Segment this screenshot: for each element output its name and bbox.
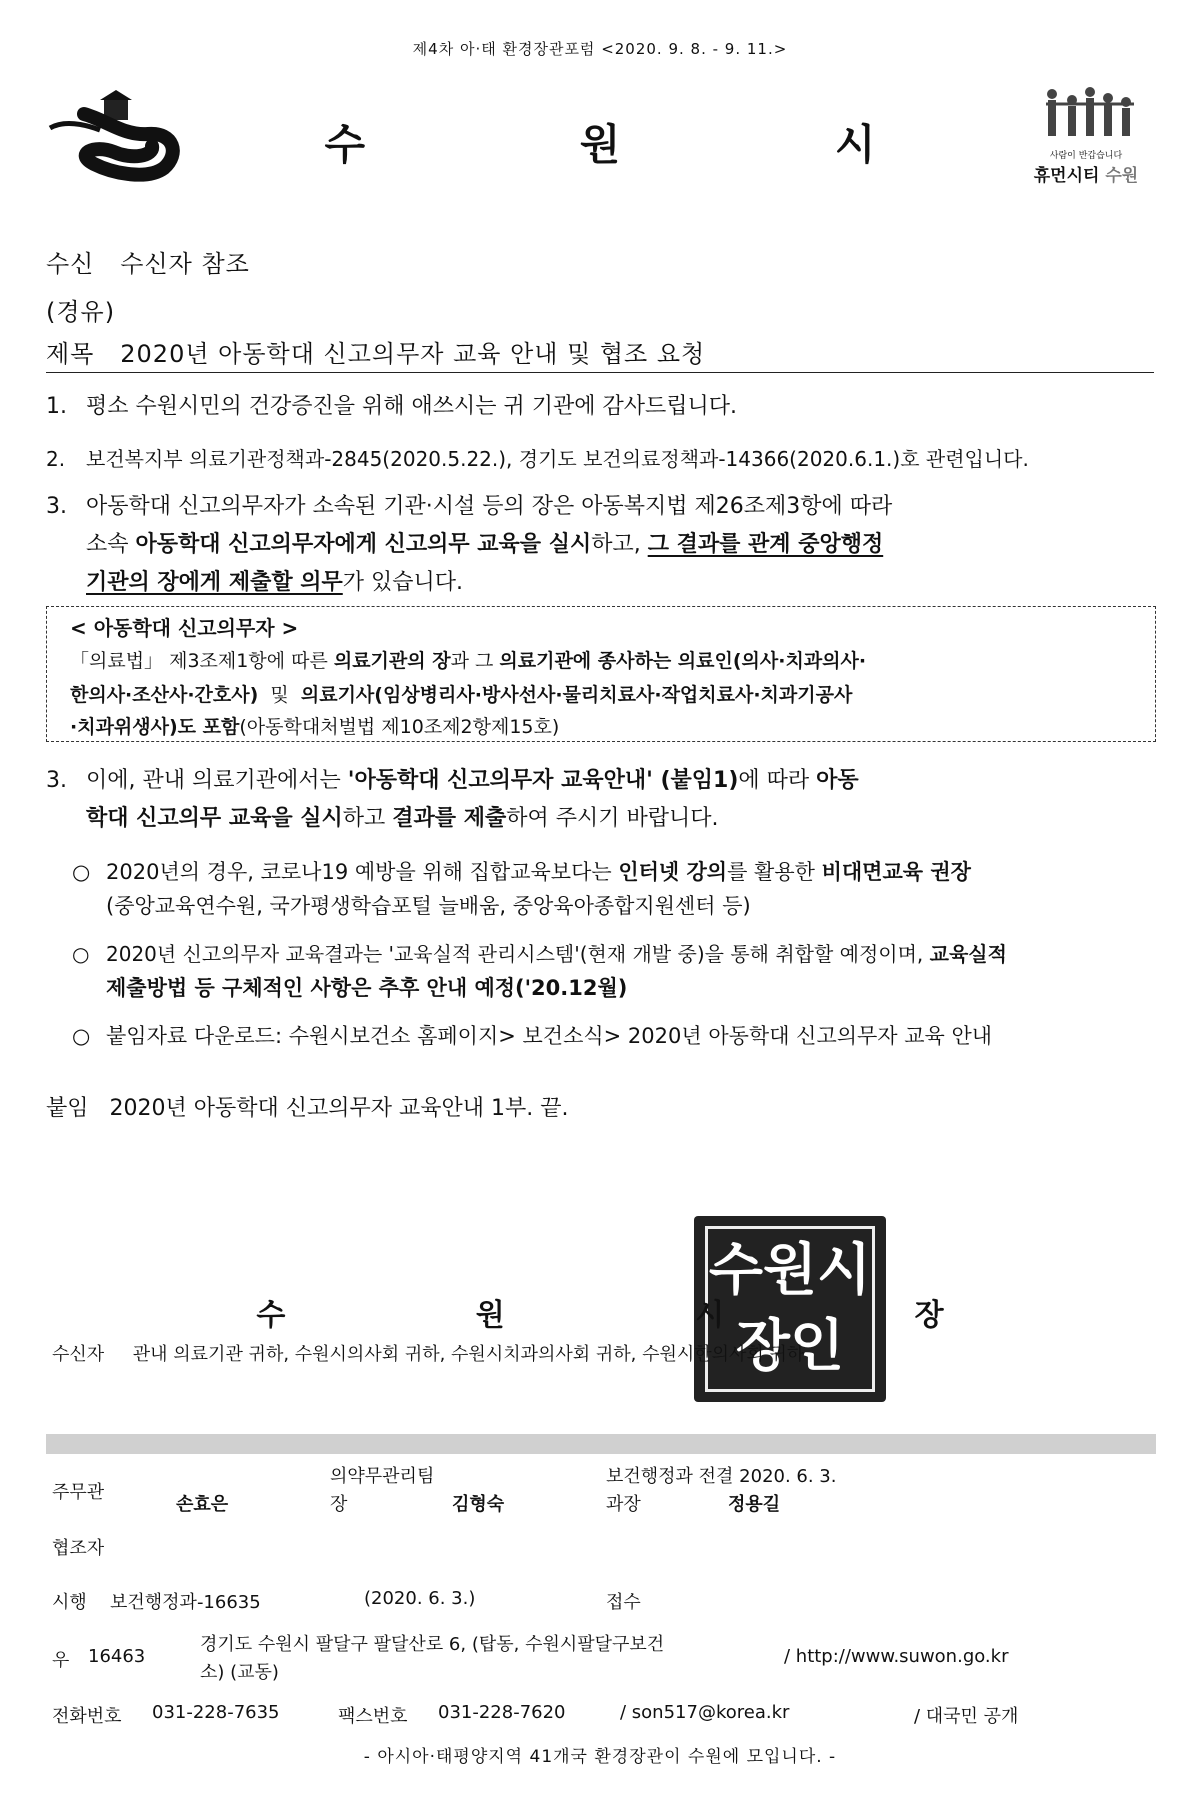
bullet-3 [72,1020,992,1050]
box-line-3 [70,712,559,739]
zip-code: 16463 [88,1646,146,1667]
underlined-text: 그 결과를 관계 중앙행정 [647,532,884,557]
recipient-label: 수신 [46,250,95,278]
emphasis-text: 한의사·조산사·간호사) [70,684,259,706]
team-label-line-2: 장 [330,1494,348,1515]
team-label-line-1: 의약무관리팀 [330,1466,435,1487]
circle-bullet-icon: ○ [72,1024,91,1048]
circle-bullet-icon: ○ [72,860,91,884]
attachment-text: 2020년 아동학대 신고의무자 교육안내 1부. 끝. [109,1096,569,1121]
emphasis-text: 아동 [816,768,859,793]
receipt-label: 접수 [606,1592,641,1613]
text-run: 「의료법」 제3조제1항에 따른 [70,650,328,672]
text-run: 하고, [591,532,641,557]
logo-slogan: 사람이 반갑습니다 [1049,151,1123,161]
text-run: (아동학대처벌법 제10조제2항제15호) [239,716,560,738]
emphasis-text: 인터넷 강의 [618,860,728,884]
bullet-2-line-2: 제출방법 등 구체적인 사항은 추후 안내 예정('20.12월) [106,976,628,1000]
text-run: 에 따라 [738,768,810,793]
download-info-text: 붙임자료 다운로드: 수원시보건소 홈페이지> 보건소식> 2020년 아동학대 신고의무자 교육 안내 [106,1024,993,1048]
dept-approval-line: 보건행정과 전결 2020. 6. 3. [606,1466,837,1487]
text-run: 하고 [342,806,386,831]
disclosure-status: / 대국민 공개 [914,1706,1019,1727]
circle-bullet-icon: ○ [72,942,90,966]
dept-head-name: 정용길 [728,1494,781,1515]
paragraph-text: 평소 수원시민의 건강증진을 위해 애쓰시는 귀 기관에 감사드립니다. [86,394,738,419]
attachment-label: 붙임 [46,1096,89,1121]
signatory-title: 수 원 시 장 [256,1298,1034,1333]
fax-label: 팩스번호 [338,1706,408,1727]
via-line: (경유) [46,298,116,326]
recipients-line [52,1340,804,1366]
phone-label: 전화번호 [52,1706,122,1727]
paragraph-4-line-1 [46,762,1158,800]
text-run: 2020년 신고의무자 교육결과는 '교육실적 관리시스템'(현재 개발 중)을 통해 취합할 예정이며, [106,942,924,966]
paragraph-number: 3. [46,494,67,519]
emphasis-text: 의료기관에 종사하는 의료인(의사·치과의사· [499,650,867,672]
text-run: 가 있습니다. [342,570,464,595]
paragraph-1 [46,388,1158,426]
emphasis-text: 교육실적 [929,942,1007,966]
text-run: 소속 [86,532,129,557]
address-line-2: 소) (교동) [200,1662,279,1683]
box-title: < 아동학대 신고의무자 > [70,616,299,640]
paragraph-number: 1. [46,394,67,419]
execution-label: 시행 [52,1592,87,1613]
logo-brand [1016,161,1156,186]
cooperator-label: 협조자 [52,1538,105,1559]
address-line-1: 경기도 수원시 팔달구 팔달산로 6, (탑동, 수원시팔달구보건 [200,1634,665,1655]
emphasis-text: 비대면교육 권장 [821,860,971,884]
paragraph-number: 2. [46,447,66,471]
paragraph-4-line-2 [46,800,1158,838]
seal-line-1: 수원시 [708,1238,872,1303]
logo-brand-accent: 수원 [1105,166,1139,186]
paragraph-text: 아동학대 신고의무자가 소속된 기관·시설 등의 장은 아동복지법 제26조제3항에 따라 [86,494,893,519]
phone-number: 031-228-7635 [152,1702,280,1723]
event-banner-line: 제4차 아·태 환경장관포럼 <2020. 9. 8. - 9. 11.> [412,40,788,58]
text-run: 과 그 [450,650,494,672]
text-run: 를 활용한 [727,860,815,884]
recipients-value: 관내 의료기관 귀하, 수원시의사회 귀하, 수원시치과의사회 귀하, 수원시한의사회 귀하 [132,1344,805,1365]
paragraph-number: 3. [46,768,67,793]
campaign-slogan: - 아시아·태평양지역 41개국 환경장관이 수원에 모입니다. - [363,1747,837,1767]
subject-divider [46,372,1154,373]
paragraph-4 [46,762,1158,838]
email-link[interactable]: / son517@korea.kr [620,1702,790,1723]
paragraph-2 [46,440,1158,478]
bullet-1-line-1 [72,856,971,886]
attachment-line [46,1090,1158,1128]
paragraph-3-line-3 [46,564,1158,602]
box-line-1 [70,646,866,673]
bullet-2-line-1 [72,938,1007,967]
paragraph-3-line-1 [46,488,1158,526]
execution-number: 보건행정과-16635 [110,1592,261,1613]
text-run: 이에, 관내 의료기관에서는 [86,768,341,793]
execution-date: (2020. 6. 3.) [364,1588,476,1609]
paragraph-text: 보건복지부 의료기관정책과-2845(2020.5.22.), 경기도 보건의료정책과-14366(2020.6.1.)호 관련입니다. [86,447,1029,471]
seal-line-2: 장인 [735,1314,845,1379]
paragraph-3-line-2 [46,526,1158,564]
officer-name: 손효은 [176,1494,229,1515]
officer-label: 주무관 [52,1482,105,1503]
recipient-value: 수신자 참조 [120,250,250,278]
emphasis-text: 결과를 제출 [392,806,507,831]
website-link[interactable]: / http://www.suwon.go.kr [784,1646,1009,1667]
dept-head-label: 과장 [606,1494,641,1515]
recipient-line [46,244,250,279]
people-figures-icon [1016,80,1156,144]
recipients-label: 수신자 [52,1344,105,1365]
logo-brand-main: 휴먼시티 [1033,166,1100,186]
emphasis-text: 의료기관의 장 [333,650,451,672]
zip-label: 우 [52,1650,70,1671]
underlined-text: 기관의 장에게 제출할 의무 [86,570,343,595]
subject-value: 2020년 아동학대 신고의무자 교육 안내 및 협조 요청 [120,340,706,368]
emphasis-text: '아동학대 신고의무자 교육안내' (붙임1) [347,768,739,793]
text-run: 2020년의 경우, 코로나19 예방을 위해 집합교육보다는 [106,860,612,884]
team-leader-name: 김형숙 [452,1494,505,1515]
approval-divider [46,1434,1156,1454]
paragraph-3 [46,488,1158,602]
emphasis-text: 아동학대 신고의무자에게 신고의무 교육을 실시 [135,532,592,557]
organization-title: 수 원 시 [324,120,976,169]
subject-label: 제목 [46,340,95,368]
box-line-2 [70,680,852,707]
fax-number: 031-228-7620 [438,1702,566,1723]
text-run: 및 [270,684,289,706]
subject-line [46,334,705,369]
text-run: 하여 주시기 바랍니다. [506,806,719,831]
bullet-1-line-2: (중앙교육연수원, 국가평생학습포털 늘배움, 중앙육아종합지원센터 등) [106,894,751,918]
emphasis-text: ·치과위생사)도 포함 [70,716,240,738]
emphasis-text: 학대 신고의무 교육을 실시 [86,806,343,831]
emphasis-text: 의료기사(임상병리사·방사선사·물리치료사·작업치료사·치과기공사 [300,684,853,706]
humancity-logo [1016,80,1156,190]
